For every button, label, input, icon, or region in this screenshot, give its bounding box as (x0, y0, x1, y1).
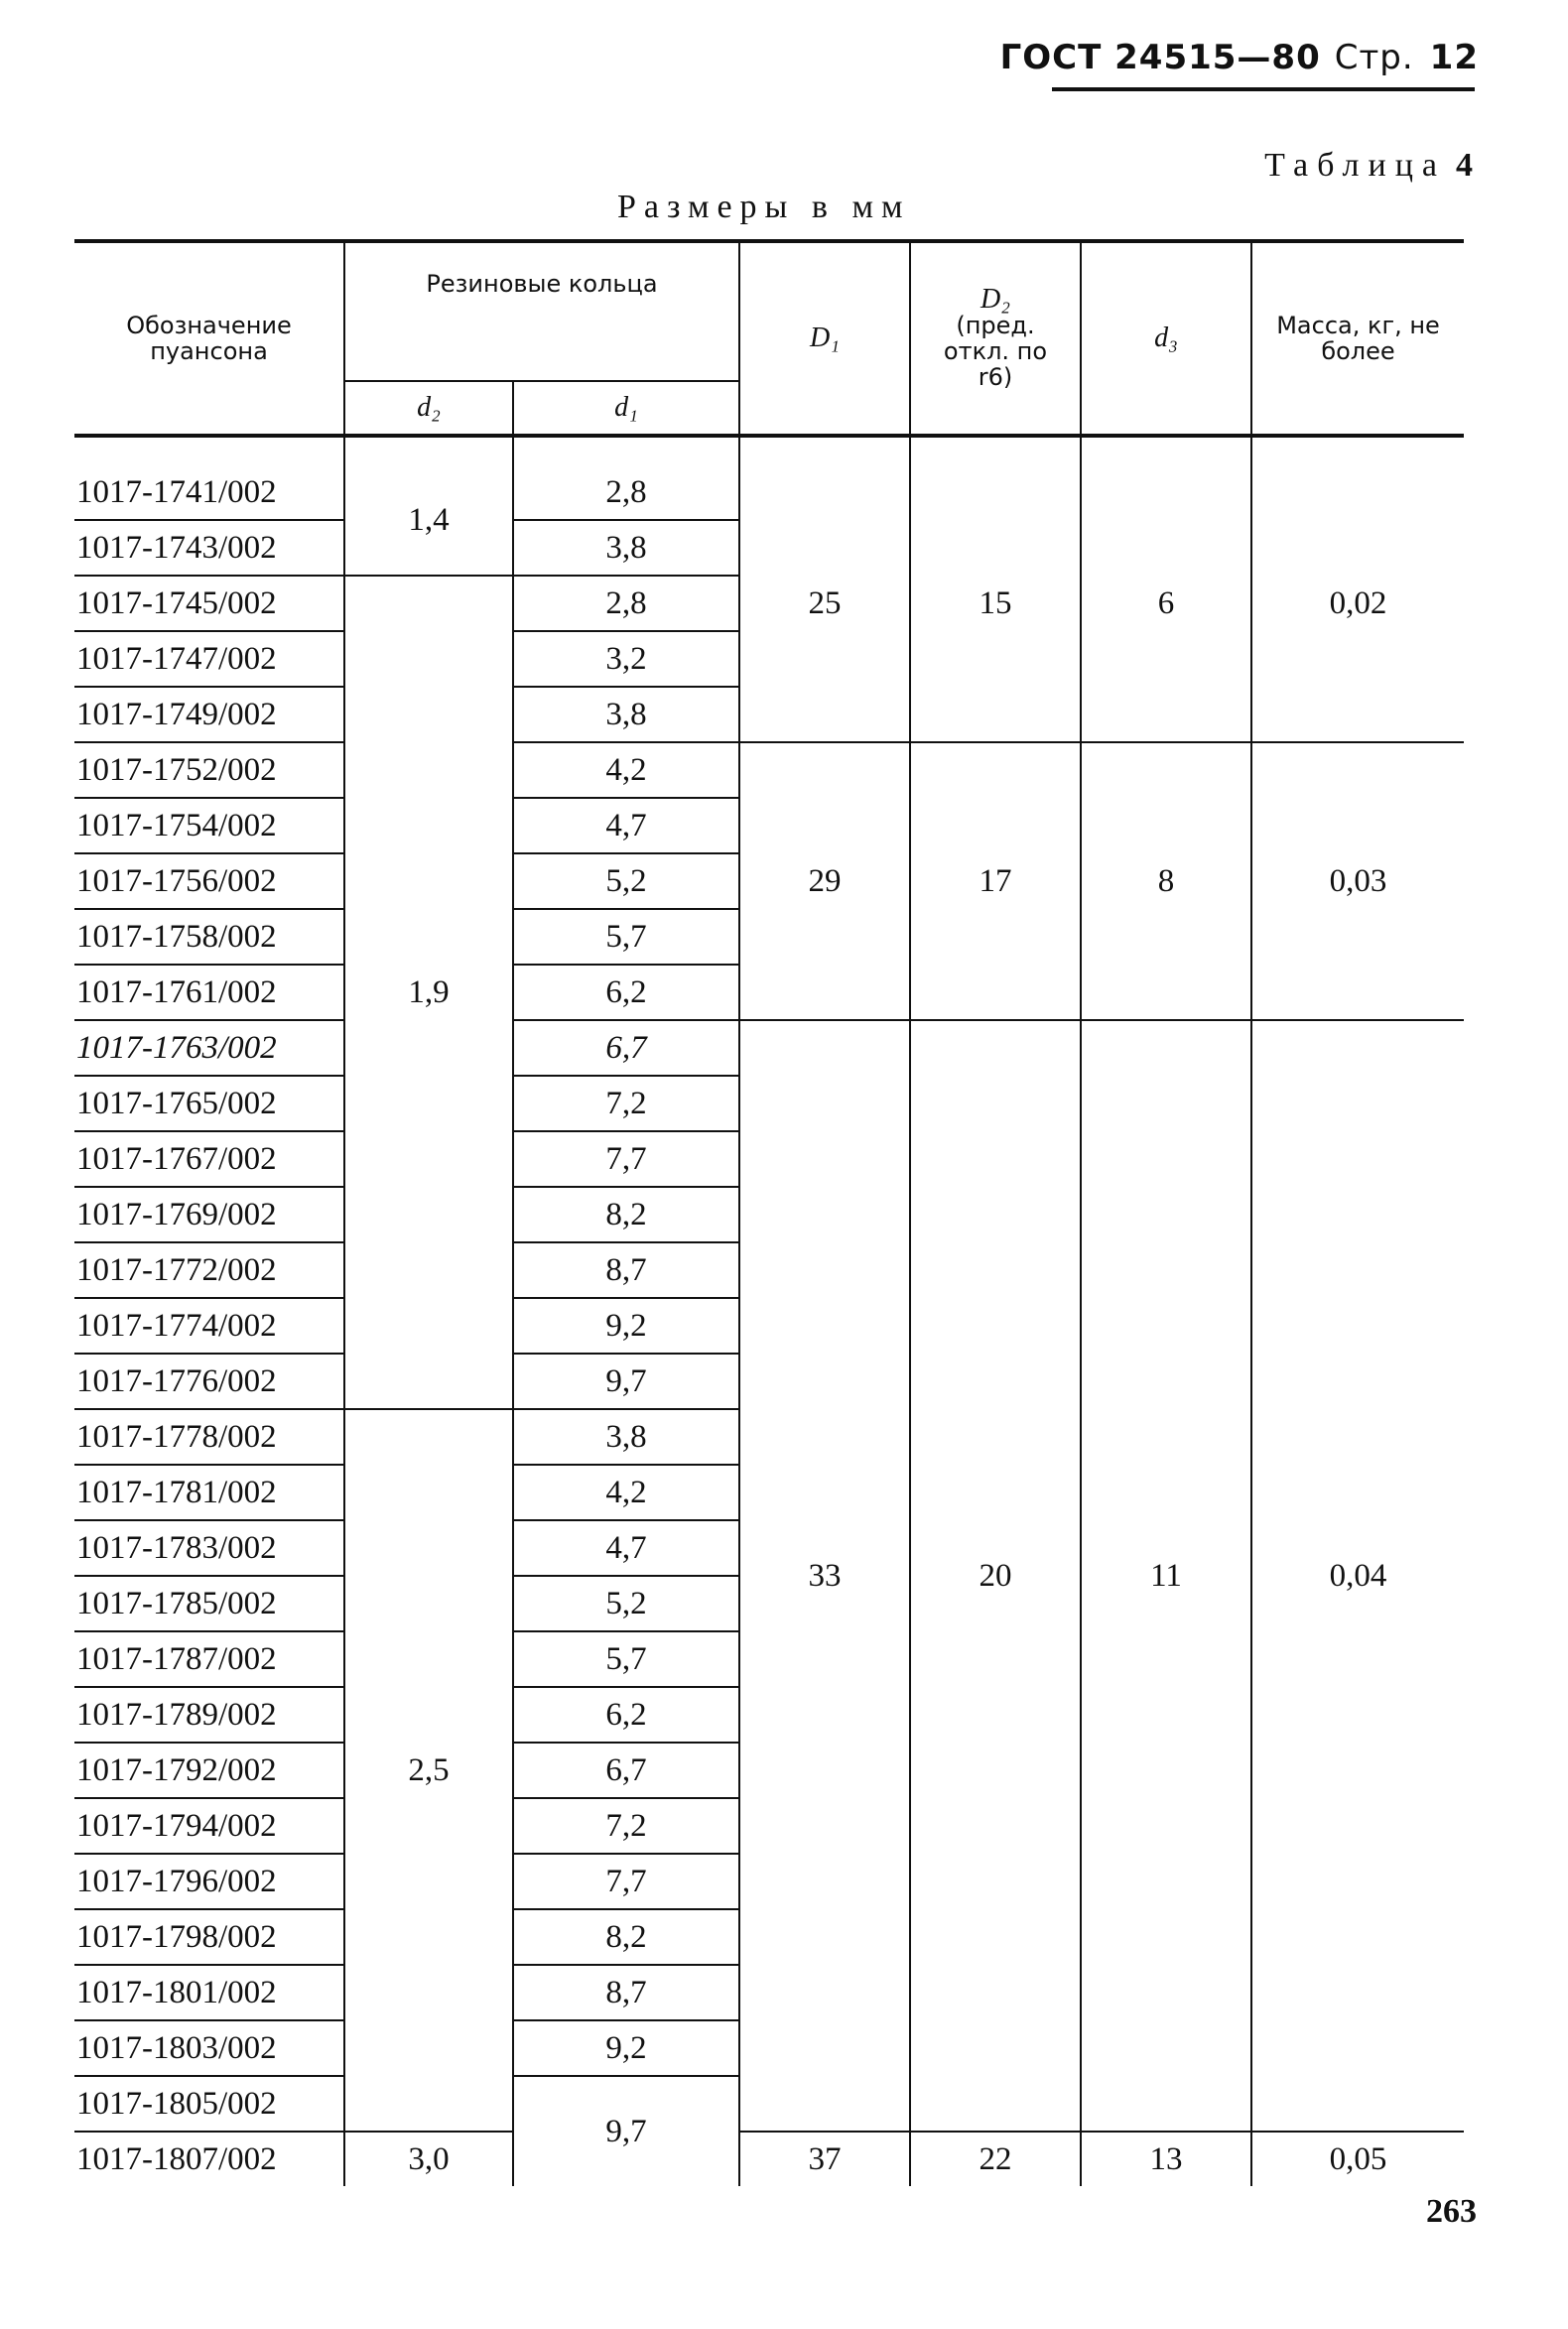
d1-value: 3,8 (513, 687, 739, 742)
D2-value: 20 (910, 1020, 1081, 2132)
d1-value: 5,2 (513, 1576, 739, 1631)
d1-value: 4,2 (513, 742, 739, 798)
d1-value: 5,2 (513, 853, 739, 909)
running-header (1000, 38, 1479, 77)
spacer (74, 436, 344, 465)
D1-value: 29 (739, 742, 910, 1020)
punch-code: 1017-1761/002 (74, 965, 344, 1020)
d1-value: 8,7 (513, 1965, 739, 2020)
punch-code: 1017-1778/002 (74, 1409, 344, 1465)
d1-value: 5,7 (513, 909, 739, 965)
punch-code: 1017-1772/002 (74, 1242, 344, 1298)
table-caption (1264, 147, 1473, 185)
d2-value: 1,4 (344, 465, 513, 576)
header-rule (1052, 87, 1475, 91)
page-label: Стр. (1334, 38, 1414, 77)
col-mass: Масса, кг, не более (1251, 241, 1464, 436)
d1-value: 6,2 (513, 965, 739, 1020)
d3-value: 13 (1081, 2132, 1251, 2186)
spacer (1251, 436, 1464, 465)
punch-code: 1017-1781/002 (74, 1465, 344, 1520)
punch-code: 1017-1785/002 (74, 1576, 344, 1631)
d2-value: 1,9 (344, 576, 513, 1409)
punch-code: 1017-1756/002 (74, 853, 344, 909)
D2-value: 15 (910, 465, 1081, 742)
d1-value: 6,7 (513, 1020, 739, 1076)
d3-value: 11 (1081, 1020, 1251, 2132)
d1-value: 7,7 (513, 1131, 739, 1187)
punch-dimensions-table (74, 239, 1464, 2186)
punch-code: 1017-1774/002 (74, 1298, 344, 1354)
standard-number: ГОСТ 24515—80 (999, 38, 1321, 77)
d1-value: 8,2 (513, 1909, 739, 1965)
col-D1: D₁ (739, 241, 910, 436)
d2-value: 3,0 (344, 2132, 513, 2186)
d1-value: 5,7 (513, 1631, 739, 1687)
d1-value: 3,8 (513, 520, 739, 576)
page-number: 263 (1426, 2193, 1477, 2230)
d1-value: 9,7 (513, 1354, 739, 1409)
spacer (344, 436, 513, 465)
d1-value: 9,7 (513, 2076, 739, 2186)
mass-value: 0,03 (1251, 742, 1464, 1020)
d1-value: 4,7 (513, 798, 739, 853)
punch-code: 1017-1792/002 (74, 1743, 344, 1798)
punch-code: 1017-1745/002 (74, 576, 344, 631)
d1-value: 7,7 (513, 1854, 739, 1909)
d1-value: 2,8 (513, 465, 739, 520)
mass-value: 0,02 (1251, 465, 1464, 742)
d3-value: 6 (1081, 465, 1251, 742)
d3-value: 8 (1081, 742, 1251, 1020)
d1-value: 2,8 (513, 576, 739, 631)
D1-value: 33 (739, 1020, 910, 2132)
table-caption-word: Таблица (1264, 147, 1446, 184)
punch-code: 1017-1763/002 (74, 1020, 344, 1076)
d1-value: 8,7 (513, 1242, 739, 1298)
col-D2 (910, 241, 1081, 436)
punch-code: 1017-1752/002 (74, 742, 344, 798)
D1-value: 25 (739, 465, 910, 742)
punch-code: 1017-1807/002 (76, 2140, 277, 2177)
header-page-number: 12 (1429, 38, 1479, 77)
punch-code: 1017-1801/002 (74, 1965, 344, 2020)
col-D2-symbol: D₂ (980, 284, 1010, 315)
d1-value: 6,2 (513, 1687, 739, 1743)
spacer (739, 436, 910, 465)
col-rings: Резиновые кольца (344, 241, 739, 381)
punch-code: 1017-1803/002 (74, 2020, 344, 2076)
punch-code: 1017-1787/002 (74, 1631, 344, 1687)
d1-value: 9,2 (513, 2020, 739, 2076)
d1-value: 4,2 (513, 1465, 739, 1520)
units-caption: Размеры в мм (617, 189, 911, 225)
punch-code: 1017-1783/002 (74, 1520, 344, 1576)
d1-value: 3,8 (513, 1409, 739, 1465)
d1-value: 6,7 (513, 1743, 739, 1798)
mass-value: 0,04 (1251, 1020, 1464, 2132)
punch-code: 1017-1747/002 (74, 631, 344, 687)
d1-value: 8,2 (513, 1187, 739, 1242)
d2-value: 2,5 (344, 1409, 513, 2132)
col-d3: d₃ (1081, 241, 1251, 436)
punch-code: 1017-1741/002 (74, 465, 344, 520)
punch-code: 1017-1758/002 (74, 909, 344, 965)
punch-code: 1017-1776/002 (74, 1354, 344, 1409)
col-designation: Обозначение пуансона (74, 241, 344, 436)
D2-value: 22 (910, 2132, 1081, 2186)
d1-value: 4,7 (513, 1520, 739, 1576)
punch-code: 1017-1767/002 (74, 1131, 344, 1187)
punch-code: 1017-1794/002 (74, 1798, 344, 1854)
punch-code: 1017-1805/002 (74, 2076, 344, 2132)
col-D2-note: (пред. откл. по r6) (943, 312, 1048, 391)
col-d2: d₂ (344, 381, 513, 436)
d1-value: 7,2 (513, 1076, 739, 1131)
punch-code: 1017-1798/002 (74, 1909, 344, 1965)
mass-value: 0,05 (1251, 2132, 1464, 2186)
punch-code: 1017-1754/002 (74, 798, 344, 853)
table-caption-number: 4 (1456, 147, 1473, 184)
spacer (1081, 436, 1251, 465)
D2-value: 17 (910, 742, 1081, 1020)
punch-code: 1017-1749/002 (74, 687, 344, 742)
punch-code: 1017-1796/002 (74, 1854, 344, 1909)
d1-value: 3,2 (513, 631, 739, 687)
punch-code: 1017-1743/002 (74, 520, 344, 576)
col-d1: d₁ (513, 381, 739, 436)
punch-code: 1017-1769/002 (74, 1187, 344, 1242)
D1-value: 37 (739, 2132, 910, 2186)
d1-value: 9,2 (513, 1298, 739, 1354)
d1-value: 7,2 (513, 1798, 739, 1854)
spacer (910, 436, 1081, 465)
punch-code: 1017-1789/002 (74, 1687, 344, 1743)
spacer (513, 436, 739, 465)
punch-code: 1017-1765/002 (74, 1076, 344, 1131)
